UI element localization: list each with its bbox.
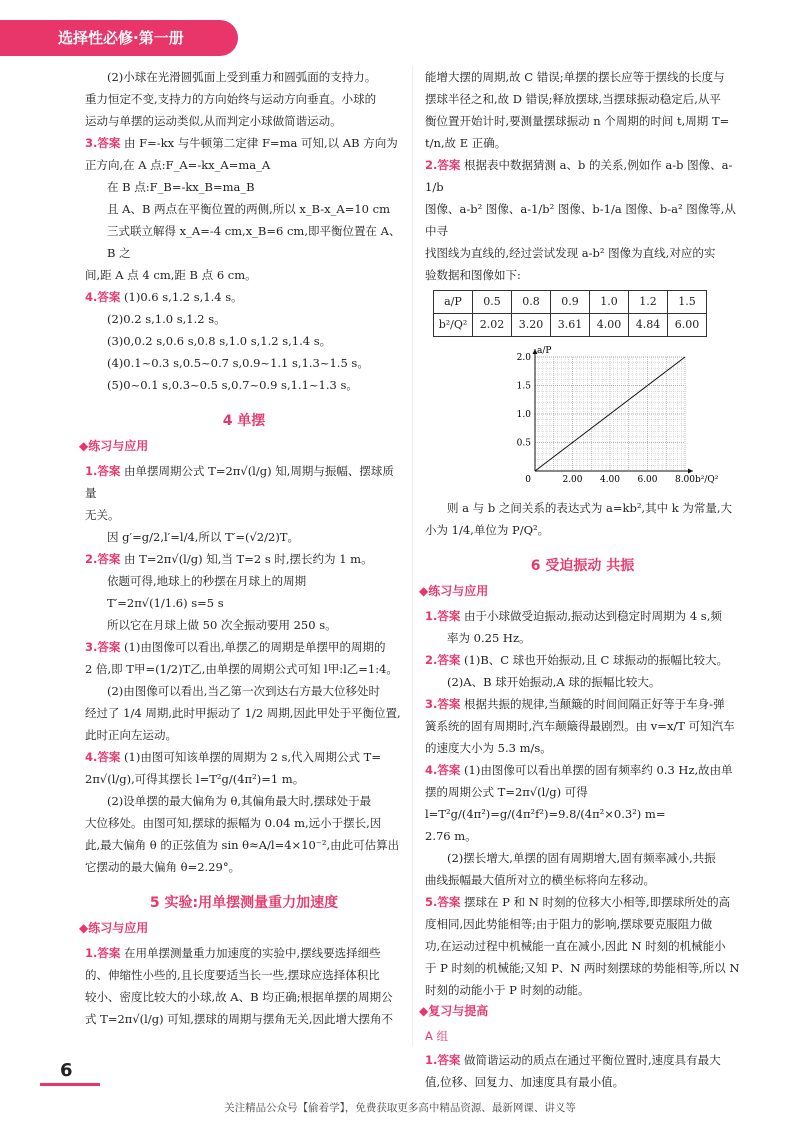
answer-label-3: 3.答案 [85, 640, 121, 654]
text-line: 找图线为直线的,经过尝试发现 a-b² 图像为直线,对应的实 [425, 246, 716, 260]
answer-label-4: 4.答案 [425, 763, 461, 777]
y-tick-label: 1.0 [516, 410, 531, 420]
x-axis-arrow [688, 469, 693, 474]
table-cell: 4.00 [590, 314, 629, 337]
s6q2-text: (1)B、C 球也开始振动,且 C 球振动的振幅比较大。 [464, 653, 728, 667]
x-tick-label: 2.00 [562, 475, 583, 485]
data-table [433, 290, 707, 337]
rq1-text: 做简谐运动的质点在通过平衡位置时,速度具有最大 [464, 1053, 721, 1067]
subsection-practice: ◆练习与应用 [79, 921, 149, 935]
text-line: (2)A、B 球开始振动,A 球的振幅比较大。 [447, 675, 661, 689]
answer-label-2: 2.答案 [425, 158, 461, 172]
column-divider [412, 66, 413, 1046]
text-line: (2)摆长增大,单摆的固有周期增大,固有频率减小,共振 [447, 851, 716, 865]
text-line: 重力恒定不变,支持力的方向始终与运动方向垂直。小球的 [85, 92, 377, 106]
answer-label-5: 5.答案 [425, 895, 461, 909]
table-cell: 1.2 [629, 291, 668, 314]
q2-text: 根据表中数据猜测 a、b 的关系,例如作 a-b 图像、a-1/b [425, 158, 733, 194]
s6q1-text: 由于小球做受迫振动,振动达到稳定时周期为 4 s,频 [464, 609, 722, 623]
text-line: 运动与单摆的运动类似,从而判定小球做简谐运动。 [85, 114, 342, 128]
text-line: 因 g′=g/2,l′=l/4,所以 T′=(√2/2)T。 [107, 530, 299, 544]
x-tick-label: 4.00 [599, 475, 621, 485]
text-line: 无关。 [85, 508, 120, 522]
text-line: 此,最大偏角 θ 的正弦值为 sin θ≈A/l=4×10⁻²,由此可估算出 [85, 838, 400, 852]
answer-label-3: 3.答案 [425, 697, 461, 711]
text-line: 摆的周期公式 T=2π√(l/g) 可得 l=T²g/(4π²)=g/(4π²f²)=9.8/(4π²×0.3²) m= [425, 785, 666, 821]
text-line: (3)0,0.2 s,0.6 s,0.8 s,1.0 s,1.2 s,1.4 s。 [107, 334, 332, 348]
y-tick-label: 2.0 [516, 353, 531, 363]
left-column [79, 66, 403, 1030]
table-cell: 3.61 [551, 314, 590, 337]
page-footer: 关注精品公众号【偷着学】，免费获取更多高中精品资源、最新网课、讲义等 [224, 1102, 576, 1114]
answer-label-2: 2.答案 [425, 653, 461, 667]
table-cell: 2.02 [473, 314, 512, 337]
x-tick-label: 8.00 [674, 475, 696, 485]
right-column [419, 66, 740, 1093]
text-line: (2)小球在光滑圆弧面上受到重力和圆弧面的支持力。 [107, 70, 377, 84]
x-axis-label: b²/Q² [695, 475, 719, 485]
text-line: 在 B 点:F_B=-kx_B=ma_B [107, 180, 255, 194]
table-cell: 0.5 [473, 291, 512, 314]
text-line: 曲线振幅最大值所对立的横坐标将向左移动。 [425, 873, 655, 887]
text-line: 所以它在月球上做 50 次全振动要用 250 s。 [107, 618, 337, 632]
table-cell: 1.5 [668, 291, 707, 314]
answer-label-1: 1.答案 [425, 609, 461, 623]
page-number: 6 [60, 1060, 73, 1081]
text-line: 的、伸缩性小些的,且长度要适当长一些,摆球应选择体积比 [85, 968, 380, 982]
text-line: 2.76 m。 [425, 829, 477, 843]
text-line: 簧系统的固有周期时,汽车颠簸得最剧烈。由 v=x/T 可知汽车 [425, 719, 735, 733]
s6q5-text: 摆球在 P 和 N 时刻的位移大小相等,即摆球所处的高 [464, 895, 731, 909]
answer-label-3: 3.答案 [85, 136, 121, 150]
section-title-5: 5 实验:用单摆测量重力加速度 [149, 895, 339, 911]
y-tick-label: 1.5 [516, 381, 531, 392]
table-row-label: b²/Q² [434, 314, 473, 337]
text-line: 三式联立解得 x_A=-4 cm,x_B=6 cm,即平衡位置在 A、B 之 [107, 224, 401, 260]
table-cell: 0.8 [512, 291, 551, 314]
subsection-review: ◆复习与提高 [419, 1004, 489, 1018]
text-line: 率为 0.25 Hz。 [447, 631, 531, 645]
text-line: 图像、a-b² 图像、a-1/b² 图像、b-1/a 图像、b-a² 图像等,从中寻 [425, 202, 736, 238]
subsection-practice: ◆练习与应用 [79, 439, 149, 453]
text-line: 小为 1/4,单位为 P/Q²。 [425, 523, 550, 537]
text-line: 它摆动的最大偏角 θ=2.29°。 [85, 860, 241, 874]
section-title-4: 4 单摆 [222, 413, 266, 429]
text-line: (2)由图像可以看出,当乙第一次到达右方最大位移处时 [107, 684, 380, 698]
table-cell: 1.0 [590, 291, 629, 314]
text-line: 正方向,在 A 点:F_A=-kx_A=ma_A [85, 158, 271, 172]
answer-label-1: 1.答案 [425, 1053, 461, 1067]
text-line: (5)0~0.1 s,0.3~0.5 s,0.7~0.9 s,1.1~1.3 s。 [107, 378, 358, 392]
s5q1-text: 在用单摆测量重力加速度的实验中,摆线要选择细些 [124, 946, 381, 960]
text-line: 式 T=2π√(l/g) 可知,摆球的周期与摆角无关,因此增大摆角不 [85, 1012, 394, 1026]
group-a-label: A 组 [425, 1029, 449, 1043]
text-line: (2)设单摆的最大偏角为 θ,其偏角最大时,摆球处于最 [107, 794, 372, 808]
text-line: 经过了 1/4 周期,此时甲振动了 1/2 周期,因此甲处于平衡位置, [85, 706, 401, 720]
text-line: (2)0.2 s,1.0 s,1.2 s。 [107, 312, 226, 326]
text-line: 的速度大小为 5.3 m/s。 [425, 741, 552, 755]
header-banner [0, 20, 238, 56]
section-title-6: 6 受迫振动 共振 [530, 558, 635, 574]
text-line: t/n,故 E 正确。 [425, 136, 507, 150]
text-line: 功,在运动过程中机械能一直在减小,因此 N 时刻的机械能小 [425, 939, 726, 953]
answer-label-4: 4.答案 [85, 290, 121, 304]
text-line: 衡位置开始计时,要测量摆球振动 n 个周期的时间 t,周期 T= [425, 114, 730, 128]
table-cell: 6.00 [668, 314, 707, 337]
q3-text: 由 F=-kx 与牛顿第二定律 F=ma 可知,以 AB 方向为 [124, 136, 398, 150]
text-line: 大位移处。由图可知,摆球的振幅为 0.04 m,远小于摆长,因 [85, 816, 382, 830]
text-line: 此时正向左运动。 [85, 728, 177, 742]
table-cell: 4.84 [629, 314, 668, 337]
text-line: 于 P 时刻的机械能;又知 P、N 两时刻摆球的势能相等,所以 N [425, 961, 740, 975]
s4q4-text: (1)由图可知该单摆的周期为 2 s,代入周期公式 T= [124, 750, 381, 764]
text-line: 2 倍,即 T甲=(1/2)T乙,由单摆的周期公式可知 l甲:l乙=1:4。 [85, 662, 398, 676]
s6q3-text: 根据共振的规律,当颠簸的时间间隔正好等于车身-弹 [464, 697, 725, 711]
subsection-practice: ◆练习与应用 [419, 584, 489, 598]
text-line: 能增大摆的周期,故 C 错误;单摆的摆长应等于摆线的长度与 [425, 70, 725, 84]
text-line: 则 a 与 b 之间关系的表达式为 a=kb²,其中 k 为常量,大 [447, 501, 733, 515]
answer-label-1: 1.答案 [85, 946, 121, 960]
text-line: T′=2π√(1/1.6) s=5 s [107, 596, 224, 610]
page-number-underline [40, 1083, 100, 1086]
text-line: 度相同,因此势能相等;由于阻力的影响,摆球要克服阻力做 [425, 917, 713, 931]
s6q4-text: (1)由图像可以看出单摆的固有频率约 0.3 Hz,故由单 [464, 763, 733, 777]
answer-label-4: 4.答案 [85, 750, 121, 764]
y-tick-label: 0.5 [516, 438, 531, 449]
text-line: 较小、密度比较大的小球,故 A、B 均正确;根据单摆的周期公 [85, 990, 393, 1004]
s4q2-text: 由 T=2π√(l/g) 知,当 T=2 s 时,摆长约为 1 m。 [124, 552, 373, 566]
text-line: 摆球半径之和,故 D 错误;释放摆球,当摆球振动稳定后,从平 [425, 92, 721, 106]
origin-label: 0 [525, 475, 531, 485]
header-title: 选择性必修·第一册 [58, 29, 184, 47]
s4q3-text: (1)由图像可以看出,单摆乙的周期是单摆甲的周期的 [124, 640, 386, 654]
chart-labels [517, 346, 719, 485]
ab-squared-chart [495, 343, 719, 493]
text-line: 间,距 A 点 4 cm,距 B 点 6 cm。 [85, 268, 257, 282]
y-axis-label: a/P [537, 346, 552, 356]
x-tick-label: 6.00 [637, 475, 658, 485]
answer-label-1: 1.答案 [85, 464, 121, 478]
q4-text: (1)0.6 s,1.2 s,1.4 s。 [124, 290, 243, 304]
s4q1-text: 由单摆周期公式 T=2π√(l/g) 知,周期与振幅、摆球质量 [85, 464, 394, 500]
text-line: 且 A、B 两点在平衡位置的两侧,所以 x_B-x_A=10 cm [107, 202, 390, 216]
answer-label-2: 2.答案 [85, 552, 121, 566]
table-row-label: a/P [434, 291, 473, 314]
text-line: 值,位移、回复力、加速度具有最小值。 [425, 1075, 625, 1089]
text-line: 2π√(l/g),可得其摆长 l=T²g/(4π²)=1 m。 [85, 772, 305, 786]
text-line: 依题可得,地球上的秒摆在月球上的周期 [107, 574, 307, 588]
table-cell: 3.20 [512, 314, 551, 337]
text-line: 验数据和图像如下: [425, 268, 521, 282]
text-line: 时刻的动能小于 P 时刻的动能。 [425, 983, 590, 997]
text-line: (4)0.1~0.3 s,0.5~0.7 s,0.9~1.1 s,1.3~1.5 s。 [107, 356, 369, 370]
table-cell: 0.9 [551, 291, 590, 314]
